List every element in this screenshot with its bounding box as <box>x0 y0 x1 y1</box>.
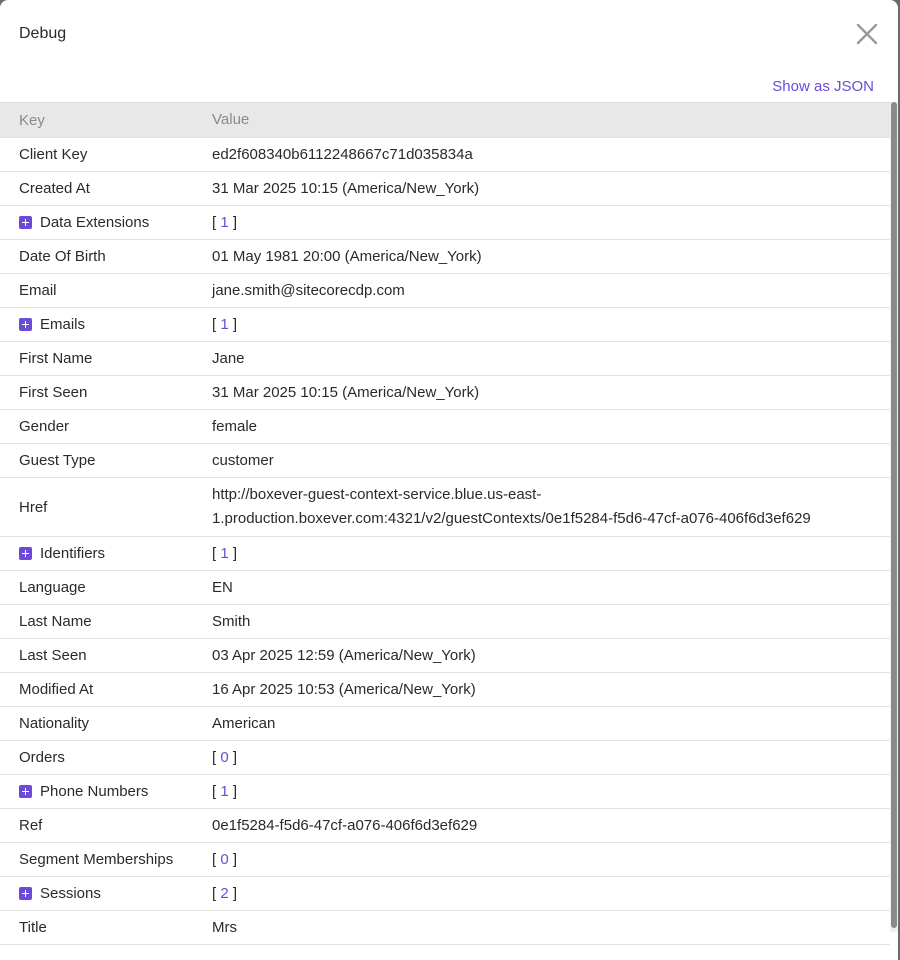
table-row <box>0 342 890 376</box>
row-value <box>212 644 890 668</box>
row-value <box>212 245 890 269</box>
row-key-label: Title <box>19 919 47 936</box>
row-key-label: Date Of Birth <box>19 248 106 265</box>
array-count-link[interactable]: 0 <box>220 748 229 766</box>
row-key-label: Segment Memberships <box>19 851 174 868</box>
table-row <box>0 376 890 410</box>
row-value <box>212 712 890 736</box>
plus-square-icon[interactable] <box>19 318 32 331</box>
row-value <box>212 279 890 303</box>
row-value <box>212 313 890 337</box>
row-value <box>212 211 890 235</box>
row-value-text: 31 Mar 2025 10:15 (America/New_York) <box>212 179 480 197</box>
row-key <box>0 282 212 299</box>
row-key-label: Ref <box>19 817 43 834</box>
table-row <box>0 172 890 206</box>
row-key <box>0 715 212 732</box>
table-header-row <box>0 102 890 138</box>
row-key-label: Href <box>19 498 48 516</box>
row-key <box>0 350 212 367</box>
close-bracket: ] <box>228 782 238 800</box>
open-bracket: [ <box>212 544 221 562</box>
row-value <box>212 542 890 566</box>
row-value <box>212 848 890 872</box>
row-key-label: Modified At <box>19 681 94 698</box>
open-bracket: [ <box>212 213 221 231</box>
table-row[interactable] <box>0 537 890 571</box>
close-bracket: ] <box>228 850 238 868</box>
key-column-header: Key <box>19 111 45 129</box>
row-key <box>0 384 212 401</box>
row-value <box>212 415 890 439</box>
close-bracket: ] <box>228 748 238 766</box>
row-key-label: Emails <box>40 316 86 333</box>
row-value <box>212 746 890 770</box>
row-key <box>0 919 212 936</box>
row-value-text: Jane <box>212 349 245 367</box>
close-icon <box>852 20 882 50</box>
row-value <box>212 381 890 405</box>
row-key <box>0 452 212 469</box>
row-value-text: EN <box>212 578 233 596</box>
table-row <box>0 911 890 945</box>
row-key-label: Last Seen <box>19 647 87 664</box>
value-column-header: Value <box>212 111 250 128</box>
table-row <box>0 639 890 673</box>
row-key-label: Identifiers <box>40 545 106 562</box>
row-value <box>212 814 890 838</box>
row-value <box>212 576 890 600</box>
row-value-text: 31 Mar 2025 10:15 (America/New_York) <box>212 383 480 401</box>
scrollbar-thumb[interactable] <box>891 102 897 928</box>
dialog-header <box>0 0 898 70</box>
plus-square-icon[interactable] <box>19 887 32 900</box>
row-value-text: 0e1f5284-f5d6-47cf-a076-406f6d3ef629 <box>212 816 478 834</box>
row-value-text: http://boxever-guest-context-service.blue.us-east-1.production.boxever.com:4321/v2/guestContexts/0e1f5284-f5d6-47cf-a076-406f6d3ef629 <box>212 486 811 527</box>
key-value-table <box>0 102 890 952</box>
row-value-text: 03 Apr 2025 12:59 (America/New_York) <box>212 646 476 664</box>
open-bracket: [ <box>212 850 221 868</box>
table-row[interactable] <box>0 308 890 342</box>
row-key <box>0 817 212 834</box>
row-key <box>0 885 212 902</box>
row-value <box>212 177 890 201</box>
row-key <box>0 749 212 766</box>
close-bracket: ] <box>228 315 238 333</box>
table-row <box>0 605 890 639</box>
plus-square-icon[interactable] <box>19 216 32 229</box>
open-bracket: [ <box>212 748 221 766</box>
table-row <box>0 444 890 478</box>
row-key-label: Nationality <box>19 715 90 732</box>
plus-square-icon[interactable] <box>19 547 32 560</box>
row-key <box>0 214 212 231</box>
row-key-label: Email <box>19 282 57 299</box>
array-count-link[interactable]: 1 <box>220 782 229 800</box>
row-key-label: Language <box>19 579 86 596</box>
vertical-scrollbar[interactable] <box>890 102 898 932</box>
row-value <box>212 449 890 473</box>
row-value <box>212 916 890 940</box>
row-value <box>212 882 890 906</box>
close-bracket: ] <box>228 213 238 231</box>
row-key <box>0 647 212 664</box>
close-bracket: ] <box>228 884 238 902</box>
plus-square-icon[interactable] <box>19 785 32 798</box>
row-key <box>0 316 212 333</box>
row-key <box>0 248 212 265</box>
row-key <box>0 681 212 698</box>
table-row <box>0 240 890 274</box>
row-key <box>0 783 212 800</box>
row-key <box>0 613 212 630</box>
row-key-label: Guest Type <box>19 452 96 469</box>
row-key-label: Orders <box>19 749 65 766</box>
table-row[interactable] <box>0 206 890 240</box>
row-value <box>212 347 890 371</box>
table-row <box>0 809 890 843</box>
table-row[interactable] <box>0 741 890 775</box>
row-value <box>212 780 890 804</box>
row-key <box>0 418 212 435</box>
row-key <box>0 545 212 562</box>
row-key-label: Client Key <box>19 146 88 163</box>
row-value-text: 16 Apr 2025 10:53 (America/New_York) <box>212 680 476 698</box>
array-count-link[interactable]: 2 <box>220 884 229 902</box>
array-count-link[interactable]: 1 <box>220 315 229 333</box>
open-bracket: [ <box>212 315 221 333</box>
row-key <box>0 180 212 197</box>
table-row <box>0 707 890 741</box>
row-key-label: First Name <box>19 350 93 367</box>
row-value-text: Mrs <box>212 918 237 936</box>
table-row <box>0 673 890 707</box>
array-count-link[interactable]: 0 <box>220 850 229 868</box>
array-count-link[interactable]: 1 <box>220 213 229 231</box>
table-row <box>0 571 890 605</box>
row-value-text: ed2f608340b6112248667c71d035834a <box>212 145 473 163</box>
row-key-label: Sessions <box>40 885 101 902</box>
row-key <box>0 851 212 868</box>
open-bracket: [ <box>212 782 221 800</box>
row-key-label: Created At <box>19 180 90 197</box>
table-row <box>0 410 890 444</box>
row-key-label: Last Name <box>19 613 92 630</box>
row-key-label: Data Extensions <box>40 214 150 231</box>
open-bracket: [ <box>212 884 221 902</box>
table-row <box>0 274 890 308</box>
row-key <box>0 499 212 516</box>
table-row <box>0 478 890 537</box>
row-value <box>212 483 890 531</box>
dialog-title: Debug <box>19 25 67 42</box>
row-key-label: Phone Numbers <box>40 783 149 800</box>
table-row[interactable] <box>0 843 890 877</box>
row-key <box>0 579 212 596</box>
table-row[interactable] <box>0 877 890 911</box>
row-value-text: Smith <box>212 612 251 630</box>
row-key-label: Gender <box>19 418 70 435</box>
row-value-text: American <box>212 714 276 732</box>
row-value-text: customer <box>212 451 274 469</box>
row-key-label: First Seen <box>19 384 88 401</box>
close-bracket: ] <box>228 544 238 562</box>
row-value <box>212 143 890 167</box>
row-value <box>212 610 890 634</box>
close-button[interactable] <box>852 20 882 50</box>
row-value <box>212 678 890 702</box>
array-count-link[interactable]: 1 <box>220 544 229 562</box>
row-key <box>0 146 212 163</box>
table-row <box>0 138 890 172</box>
row-value-text: jane.smith@sitecorecdp.com <box>212 281 405 299</box>
table-row[interactable] <box>0 775 890 809</box>
row-value-text: 01 May 1981 20:00 (America/New_York) <box>212 247 482 265</box>
row-value-text: female <box>212 417 258 435</box>
show-as-json-link[interactable]: Show as JSON <box>772 78 874 95</box>
